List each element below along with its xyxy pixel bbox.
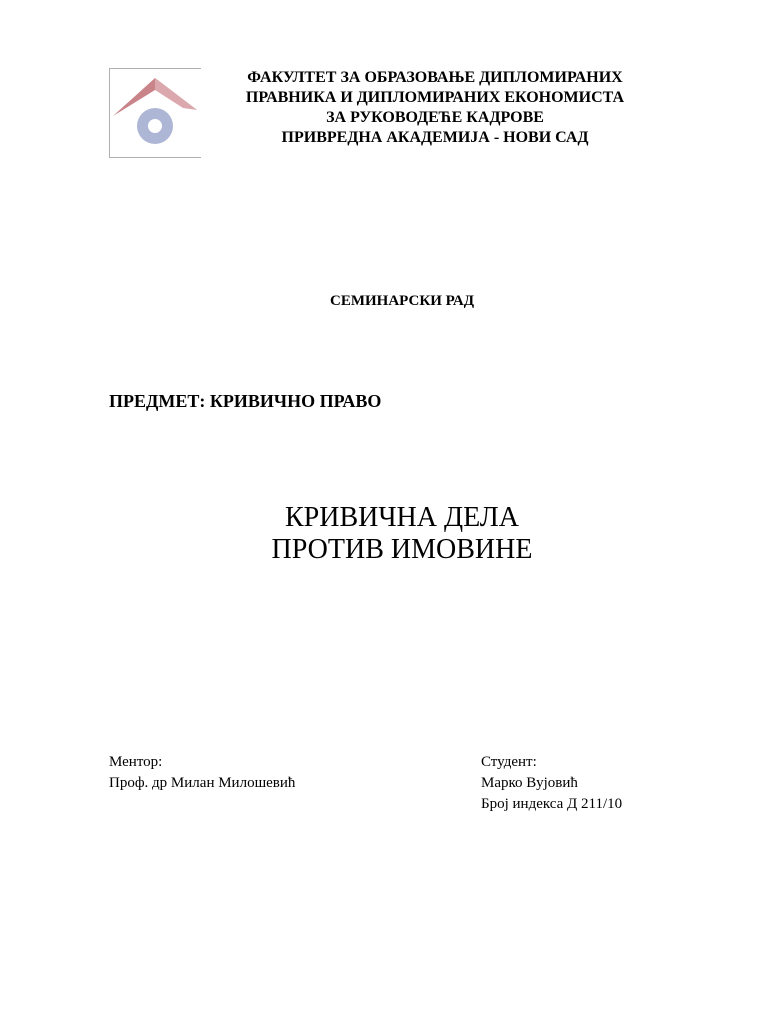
mentor-block — [109, 752, 295, 794]
academy-logo-icon — [109, 68, 201, 158]
student-block — [481, 752, 622, 815]
student-label: Студент: — [481, 754, 537, 770]
header-line: ПРАВНИКА И ДИПЛОМИРАНИХ ЕКОНОМИСТА — [245, 89, 625, 106]
student-name: Марко Вујовић — [481, 775, 578, 791]
document-type: СЕМИНАРСКИ РАД — [329, 293, 475, 309]
header-line: ЗА РУКОВОДЕЋЕ КАДРОВЕ — [326, 109, 544, 126]
mentor-label: Ментор: — [109, 754, 163, 770]
institution-header — [200, 68, 670, 148]
mentor-name: Проф. др Милан Милошевић — [109, 775, 296, 791]
title-line: КРИВИЧНА ДЕЛА — [284, 502, 520, 533]
student-index: Број индекса Д 211/10 — [481, 796, 623, 812]
header-line: ПРИВРЕДНА АКАДЕМИЈА - НОВИ САД — [281, 129, 589, 146]
header-line: ФАКУЛТЕТ ЗА ОБРАЗОВАЊЕ ДИПЛОМИРАНИХ — [247, 69, 623, 86]
subject-heading: ПРЕДМЕТ: КРИВИЧНО ПРАВО — [109, 391, 382, 411]
title-line: ПРОТИВ ИМОВИНЕ — [271, 534, 533, 565]
paper-title — [0, 502, 768, 566]
